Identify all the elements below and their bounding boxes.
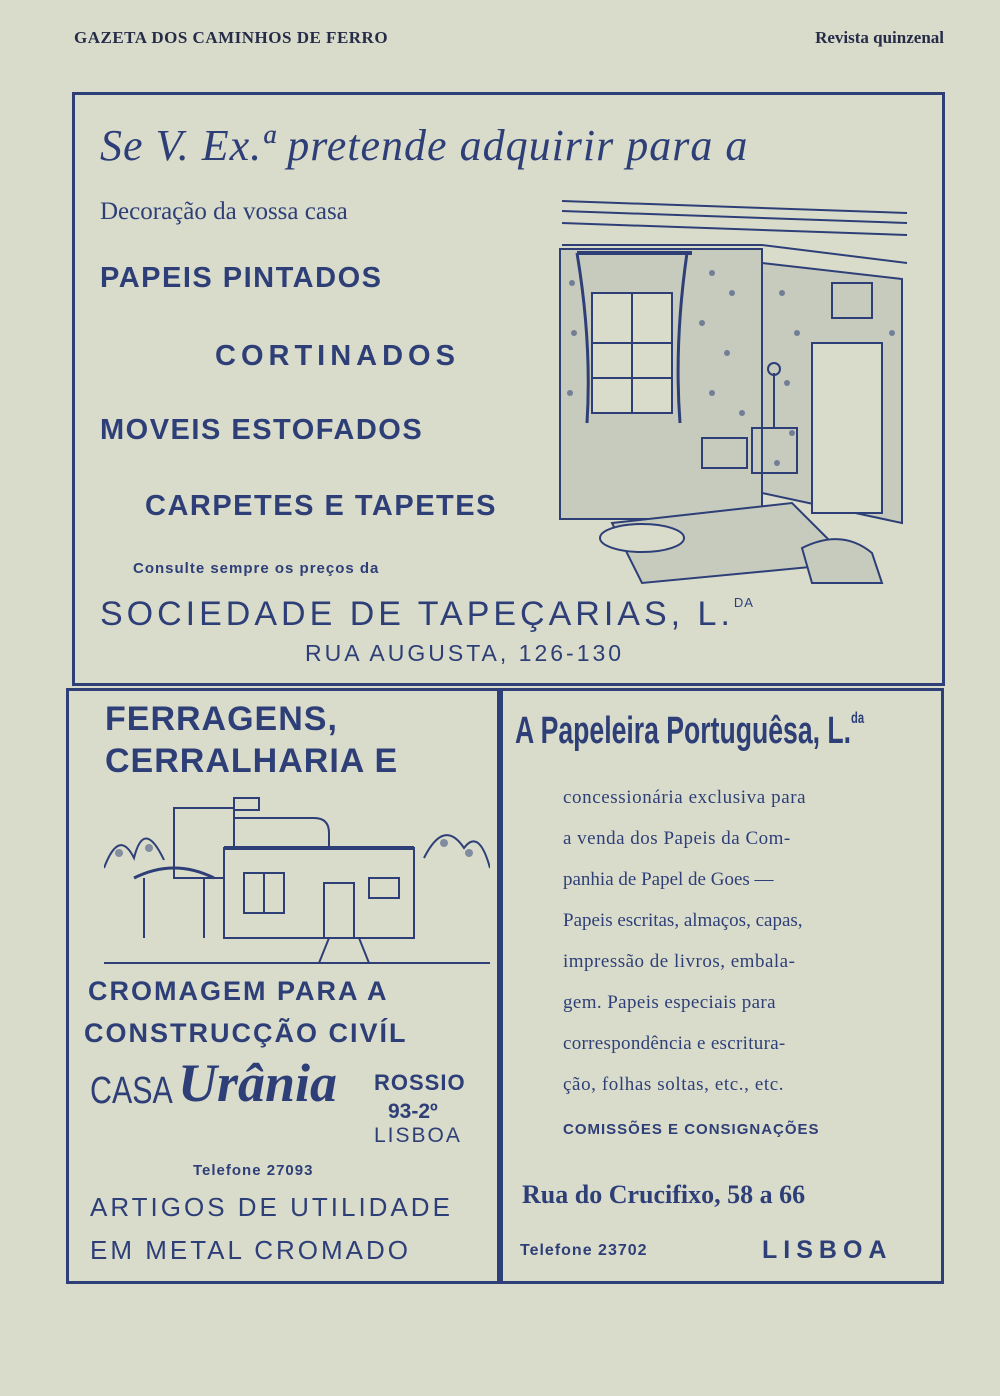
service-line: CROMAGEM PARA A — [88, 976, 389, 1006]
shop-brand: Urânia — [178, 1053, 338, 1113]
description-line: ção, folhas soltas, etc., etc. — [563, 1074, 785, 1095]
ad-subtitle: Decoração da vossa casa — [100, 198, 348, 225]
papeleira-city: LISBOA — [762, 1236, 893, 1264]
product-item: CARPETES E TAPETES — [145, 490, 497, 522]
company-name-text: SOCIEDADE DE TAPEÇARIAS, L. — [100, 595, 734, 633]
papeleira-title-text: A Papeleira Portuguêsa, L. — [515, 710, 852, 752]
papeleira-telephone: Telefone 23702 — [520, 1242, 648, 1259]
commissions-line: COMISSÕES E CONSIGNAÇÕES — [563, 1121, 820, 1138]
modern-house-illustration — [104, 788, 490, 976]
product-item: MOVEIS ESTOFADOS — [100, 414, 424, 446]
papeleira-title — [515, 710, 864, 753]
shop-number: 93-2º — [388, 1100, 438, 1123]
service-line: CONSTRUCÇÃO CIVÍL — [84, 1018, 408, 1048]
company-name — [100, 595, 754, 634]
publication-frequency: Revista quinzenal — [815, 28, 944, 47]
shop-footer-line: EM METAL CROMADO — [90, 1235, 412, 1265]
company-address: RUA AUGUSTA, 126-130 — [305, 640, 625, 666]
description-line: a venda dos Papeis da Com- — [563, 828, 791, 849]
company-suffix: DA — [733, 595, 754, 610]
description-line: correspondência e escritura- — [563, 1033, 786, 1054]
shop-city: LISBOA — [374, 1124, 462, 1147]
room-interior-illustration — [552, 193, 912, 591]
shop-footer-line: ARTIGOS DE UTILIDADE — [90, 1192, 453, 1222]
description-line: panhia de Papel de Goes — — [563, 869, 774, 890]
ad-headline: Se V. Ex.ª pretende adquirir para a — [100, 121, 749, 170]
shop-telephone: Telefone 27093 — [193, 1162, 314, 1179]
description-line: gem. Papeis especiais para — [563, 992, 776, 1013]
shop-street: ROSSIO — [374, 1070, 466, 1095]
ad-title-line: CERRALHARIA E — [105, 742, 399, 780]
ad-title-line: FERRAGENS, — [105, 700, 338, 738]
description-line: concessionária exclusiva para — [563, 787, 807, 808]
papeleira-address: Rua do Crucifixo, 58 a 66 — [522, 1180, 806, 1209]
product-item: PAPEIS PINTADOS — [100, 262, 383, 294]
papeleira-title-suffix: da — [851, 710, 865, 727]
description-line: impressão de livros, embala- — [563, 951, 796, 972]
consult-line: Consulte sempre os preços da — [133, 560, 380, 577]
publication-title: GAZETA DOS CAMINHOS DE FERRO — [74, 28, 389, 47]
product-item: CORTINADOS — [215, 340, 460, 372]
shop-prefix: CASA — [90, 1070, 173, 1112]
description-line: Papeis escritas, almaços, capas, — [563, 910, 803, 931]
